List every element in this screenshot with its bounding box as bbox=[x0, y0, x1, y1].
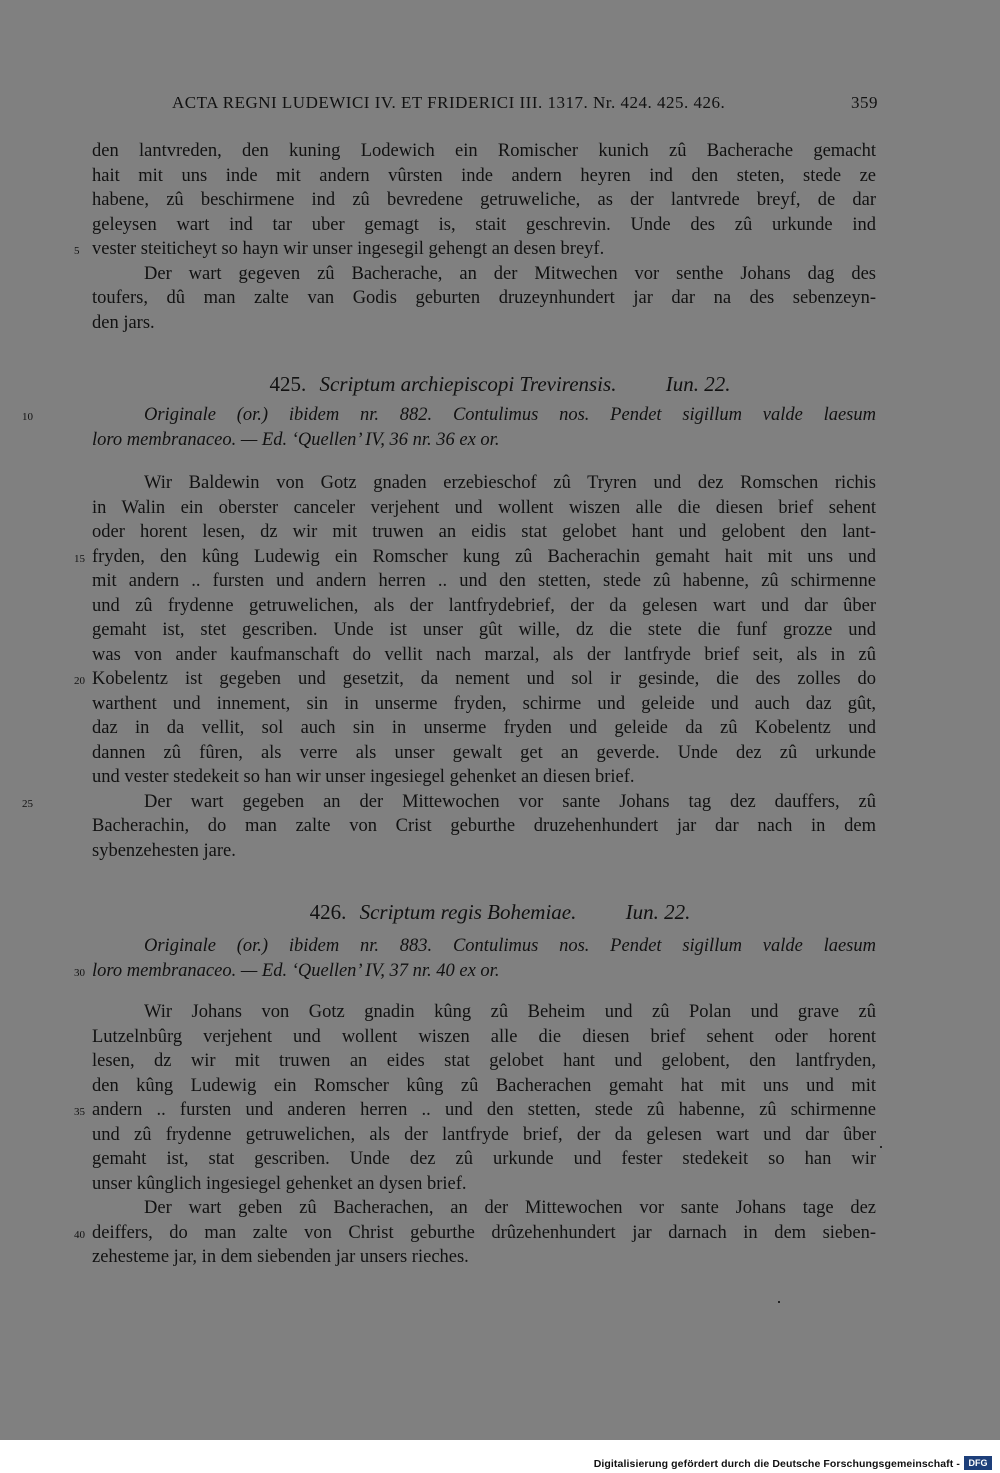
text-line: mit andern .. fursten und andern herren .. und den stetten, stede zû habenne, zû schirmenne bbox=[92, 571, 876, 591]
dfg-logo-icon: DFG bbox=[964, 1456, 992, 1470]
text-line bbox=[74, 1221, 876, 1246]
source-line bbox=[74, 959, 876, 984]
page-number: 359 bbox=[851, 93, 878, 112]
doc-426-source-note bbox=[74, 934, 876, 983]
text-line-content: fryden, den kûng Ludewig ein Romscher kung zû Bacherachin gemaht hait mit uns und bbox=[92, 546, 876, 567]
source-line: Originale (or.) ibidem nr. 883. Contulimus nos. Pendet sigillum valde laesum bbox=[144, 936, 876, 956]
text-line: habene, zû beschirmene ind zû bevredene getruweliche, as der lantvrede breyf, de dar bbox=[92, 190, 876, 210]
text-line: geleysen wart ind tar uber gemagt is, stait geschrevin. Unde des zû urkunde ind bbox=[92, 214, 876, 235]
text-line: lesen, dz wir mit truwen an eides stat gelobet hant und gelobent, den lantfryden, bbox=[92, 1051, 876, 1071]
text-line-content: Kobelentz ist gegeben und gesetzit, da nement und sol ir gesinde, die des zolles do bbox=[92, 669, 876, 689]
doc-425-heading bbox=[0, 372, 1000, 397]
text-line bbox=[74, 237, 876, 262]
doc-title: Scriptum regis Bohemiae. bbox=[359, 900, 577, 924]
line-number: 30 bbox=[74, 966, 85, 979]
text-line: sybenzehesten jare. bbox=[92, 840, 236, 861]
text-line: und zû frydenne getruwelichen, als der lantfryde brief, der da gelesen wart und dar ûber bbox=[92, 1124, 876, 1145]
doc-number: 425. bbox=[269, 372, 307, 396]
text-line: den lantvreden, den kuning Lodewich ein Romischer kunich zû Bacherache gemacht bbox=[92, 141, 876, 161]
line-number: 35 bbox=[74, 1106, 85, 1118]
line-number: 40 bbox=[74, 1228, 85, 1241]
text-line-content: deiffers, do man zalte von Christ geburthe drûzehenhundert jar darnach in dem sieben- bbox=[92, 1222, 876, 1243]
text-line: den kûng Ludewig ein Romscher kûng zû Bacherachen gemaht hat mit uns und mit bbox=[92, 1075, 876, 1096]
text-line: oder horent lesen, dz wir mit truwen an eidis stat gelobet hant und gelobent den lant- bbox=[92, 522, 876, 542]
text-line-content: andern .. fursten und anderen herren .. und den stetten, stede zû habenne, zû schirmenne bbox=[92, 1100, 876, 1120]
text-line: Lutzelnbûrg verjehent und wollent wiszen alle die diesen brief sehent oder horent bbox=[92, 1026, 876, 1047]
text-line bbox=[74, 667, 876, 692]
source-line-content: Originale (or.) ibidem nr. 882. Contulimus nos. Pendet sigillum valde laesum bbox=[144, 405, 876, 425]
doc-title: Scriptum archiepiscopi Trevirensis. bbox=[319, 372, 617, 396]
scan-speck bbox=[778, 1301, 780, 1303]
source-line: loro membranaceo. — Ed. ‘Quellen’ IV, 36 nr. 36 ex or. bbox=[92, 429, 500, 450]
text-line bbox=[22, 790, 876, 815]
doc-425-text bbox=[22, 471, 876, 863]
text-line: toufers, dû man zalte van Godis geburten druzeynhundert jar dar na des sebenzeyn- bbox=[92, 288, 876, 308]
doc-426-heading bbox=[0, 900, 1000, 925]
text-line: Bacherachin, do man zalte von Crist geburthe druzehenhundert jar dar nach in dem bbox=[92, 816, 876, 836]
text-line: was von ander kaufmanschaft do vellit nach marzal, als der lantfryde brief seit, als in zû bbox=[92, 644, 876, 665]
text-line: und zû frydenne getruwelichen, als der lantfrydebrief, der da gelesen wart und dar ûber bbox=[92, 595, 876, 616]
line-number: 25 bbox=[22, 797, 33, 810]
text-line: Wir Baldewin von Gotz gnaden erzebieschof zû Tryren und dez Romschen richis bbox=[144, 473, 876, 493]
doc-number: 426. bbox=[309, 900, 347, 924]
line-number: 10 bbox=[22, 411, 33, 423]
text-line-content: vester steiticheyt so hayn wir unser ingesegil gehengt an desen breyf. bbox=[92, 239, 605, 259]
source-line-content: loro membranaceo. — Ed. ‘Quellen’ IV, 37 nr. 40 ex or. bbox=[92, 960, 500, 981]
text-line: Wir Johans von Gotz gnadin kûng zû Beheim und zû Polan und grave zû bbox=[144, 1002, 876, 1022]
line-number: 15 bbox=[74, 552, 85, 565]
text-line-content: Der wart gegeben an der Mittewochen vor sante Johans tag dez dauffers, zû bbox=[144, 791, 876, 812]
scan-speck bbox=[880, 1146, 882, 1148]
running-header bbox=[172, 93, 878, 119]
text-line: hait mit uns inde mit andern vûrsten inde andern heyren ind den steten, stede ze bbox=[92, 165, 876, 186]
text-line bbox=[74, 545, 876, 570]
text-line: in Walin ein oberster canceler verjehent und wollent wiszen alle die diesen brief sehent bbox=[92, 497, 876, 518]
text-line: unser kûnglich ingesiegel gehenket an dysen brief. bbox=[92, 1173, 467, 1194]
doc-425-source-note bbox=[22, 403, 876, 452]
line-number: 20 bbox=[74, 675, 85, 687]
text-line: daz in da vellit, sol auch sin in unserme fryden und geleide da zû Kobelentz und bbox=[92, 718, 876, 738]
funding-credit: Digitalisierung gefördert durch die Deutsche Forschungsgemeinschaft - bbox=[593, 1458, 960, 1470]
doc-date: Iun. 22. bbox=[665, 372, 731, 396]
text-line: Der wart gegeven zû Bacherache, an der Mitwechen vor senthe Johans dag des bbox=[144, 263, 876, 284]
text-line: gemaht ist, stat gescriben. Unde dez zû urkunde und fester stedekeit so han wir bbox=[92, 1149, 876, 1169]
text-line: gemaht ist, stet gescriben. Unde ist unser gût wille, dz die stete die funf grozze und bbox=[92, 620, 876, 640]
line-number: 5 bbox=[74, 245, 80, 257]
text-line: warthent und innement, sin in unserme fryden, schirme und geleide und auch daz gût, bbox=[92, 693, 876, 714]
source-line bbox=[22, 403, 876, 428]
text-line bbox=[74, 1098, 876, 1123]
text-line: dannen zû fûren, als verre als unser gewalt get an geverde. Unde dez zû urkunde bbox=[92, 742, 876, 763]
text-line: den jars. bbox=[92, 312, 155, 333]
doc-424-text bbox=[74, 139, 876, 335]
running-title: ACTA REGNI LUDEWICI IV. ET FRIDERICI III. 1317. Nr. 424. 425. 426. bbox=[172, 93, 726, 112]
digitization-footer bbox=[0, 1440, 1000, 1473]
text-line: und vester stedekeit so han wir unser ingesiegel gehenket an diesen brief. bbox=[92, 767, 635, 787]
text-line: Der wart geben zû Bacherachen, an der Mittewochen vor sante Johans tage dez bbox=[144, 1198, 876, 1218]
doc-date: Iun. 22. bbox=[625, 900, 691, 924]
doc-426-text bbox=[74, 1000, 876, 1270]
text-line: zehesteme jar, in dem siebenden jar unsers rieches. bbox=[92, 1247, 469, 1267]
